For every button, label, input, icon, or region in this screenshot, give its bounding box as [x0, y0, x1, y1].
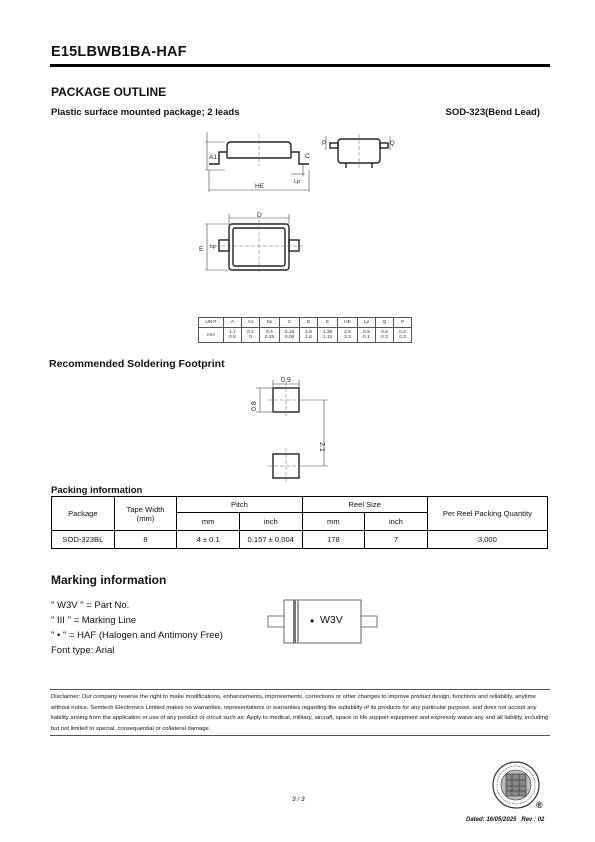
packing-header-reel-mm: mm — [302, 513, 365, 531]
dim-header-cell: Q — [376, 318, 394, 328]
divider — [50, 689, 550, 690]
dim-value-cell: 1.8 1.6 — [300, 328, 318, 343]
dim-value-cell: 1.35 1.15 — [318, 328, 338, 343]
packing-header-tape-width: Tape Width (mm) — [114, 497, 177, 531]
dim-header-cell: A1 — [242, 318, 260, 328]
packing-header-reel-inch: inch — [365, 513, 428, 531]
divider — [50, 735, 550, 736]
packing-cell-tape-width: 8 — [114, 531, 177, 549]
dim-header-cell: A — [224, 318, 242, 328]
package-end-view-drawing — [320, 130, 400, 172]
label-c: C — [305, 153, 310, 160]
packing-header-pitch-inch: inch — [239, 513, 302, 531]
dim-value-cell: 1.1 0.8 — [224, 328, 242, 343]
packing-header-package: Package — [52, 497, 115, 531]
dim-header-cell: D — [300, 318, 318, 328]
label-he: HE — [255, 183, 265, 190]
label-p: P — [322, 141, 327, 147]
dim-value-cell: 0.1 0 — [242, 328, 260, 343]
dimension-values-row — [199, 328, 412, 343]
label-pad-height: 0.8 — [251, 401, 258, 411]
label-a1: A1 — [209, 154, 217, 161]
packing-cell-pitch-inch: 0.157 ± 0.004 — [239, 531, 302, 549]
document-title: E15LBWB1BA-HAF — [51, 44, 187, 60]
packing-header-row-1 — [52, 497, 548, 513]
registered-mark: ® — [536, 800, 543, 810]
package-subtitle: Plastic surface mounted package; 2 leads — [51, 107, 240, 118]
revision-date: Dated: 16/05/2025 Rev : 02 — [466, 817, 545, 823]
dimension-table — [198, 317, 412, 343]
marking-device-text: W3V — [320, 614, 343, 626]
marking-line: " • " = HAF (Halogen and Antimony Free) — [51, 630, 223, 641]
label-pad-pitch: 2.1 — [318, 442, 325, 452]
packing-cell-quantity: 3,000 — [427, 531, 547, 549]
table-row — [52, 531, 548, 549]
disclaimer-text: Disclaimer: Our company reserve the right to make modifications, enhancements, improvements, corrections or other changes to improve product design, functions and reliability, anytime without notice. Semtech Electronics Limited makes no warranties, representations or warranties regarding the suitability of its products for any particular purpose, and does not accept any liability arising from the application or use of any product or circuit such as: Apply to medical, military, aircraft, space or life support equipment and expressly waive any and all liability, including but not limited to special, consequential or collateral damage. — [51, 694, 549, 732]
label-d: D — [257, 212, 262, 219]
packing-header-pitch-mm: mm — [177, 513, 240, 531]
package-outline-heading: PACKAGE OUTLINE — [51, 85, 167, 99]
package-side-view-drawing — [195, 130, 325, 198]
dim-header-cell: UNIT — [199, 318, 224, 328]
dim-header-cell: C — [280, 318, 300, 328]
soldering-footprint-drawing — [240, 370, 340, 488]
packing-cell-package: SOD-323BL — [52, 531, 115, 549]
dim-header-cell: bp — [260, 318, 280, 328]
dim-header-cell: HE — [338, 318, 358, 328]
soldering-heading: Recommended Soldering Footprint — [49, 358, 225, 370]
label-e: E — [199, 246, 204, 253]
dim-value-cell: 0.5 0.3 — [376, 328, 394, 343]
dim-header-cell: E — [318, 318, 338, 328]
packing-header-pitch: Pitch — [177, 497, 302, 513]
packing-header-reel-size: Reel Size — [302, 497, 427, 513]
dim-header-cell: Lp — [358, 318, 376, 328]
marking-line: " III " = Marking Line — [51, 615, 137, 626]
package-type: SOD-323(Bend Lead) — [445, 107, 540, 118]
dim-value-cell: 2.8 2.3 — [338, 328, 358, 343]
marking-legend — [51, 598, 223, 658]
dimension-header-row — [199, 318, 412, 328]
marking-line: " W3V " = Part No. — [51, 600, 130, 611]
page-number: 3 / 3 — [292, 796, 305, 803]
label-lp: Lp — [294, 179, 301, 185]
dim-value-cell: 0.4 0.3 — [394, 328, 412, 343]
marking-device-dot: • — [310, 614, 315, 628]
label-q: Q — [390, 141, 395, 147]
packing-cell-pitch-mm: 4 ± 0.1 — [177, 531, 240, 549]
title-rule — [50, 64, 550, 67]
label-bp: bp — [210, 244, 216, 250]
packing-cell-reel-inch: 7 — [365, 531, 428, 549]
package-top-view-drawing — [195, 210, 310, 275]
packing-heading: Packing information — [51, 485, 143, 496]
marking-line: Font type: Arial — [51, 645, 115, 656]
label-pad-width: 0.9 — [281, 377, 291, 384]
dim-value-cell: 0.4 0.25 — [260, 328, 280, 343]
dim-header-cell: P — [394, 318, 412, 328]
marking-heading: Marking information — [51, 573, 167, 587]
packing-table — [51, 496, 548, 549]
dim-value-cell: 0.5 0.1 — [358, 328, 376, 343]
dim-unit-cell: mm — [199, 328, 224, 343]
packing-header-quantity: Per Reel Packing Quantity — [427, 497, 547, 531]
packing-cell-reel-mm: 178 — [302, 531, 365, 549]
dim-value-cell: 0.18 0.09 — [280, 328, 300, 343]
